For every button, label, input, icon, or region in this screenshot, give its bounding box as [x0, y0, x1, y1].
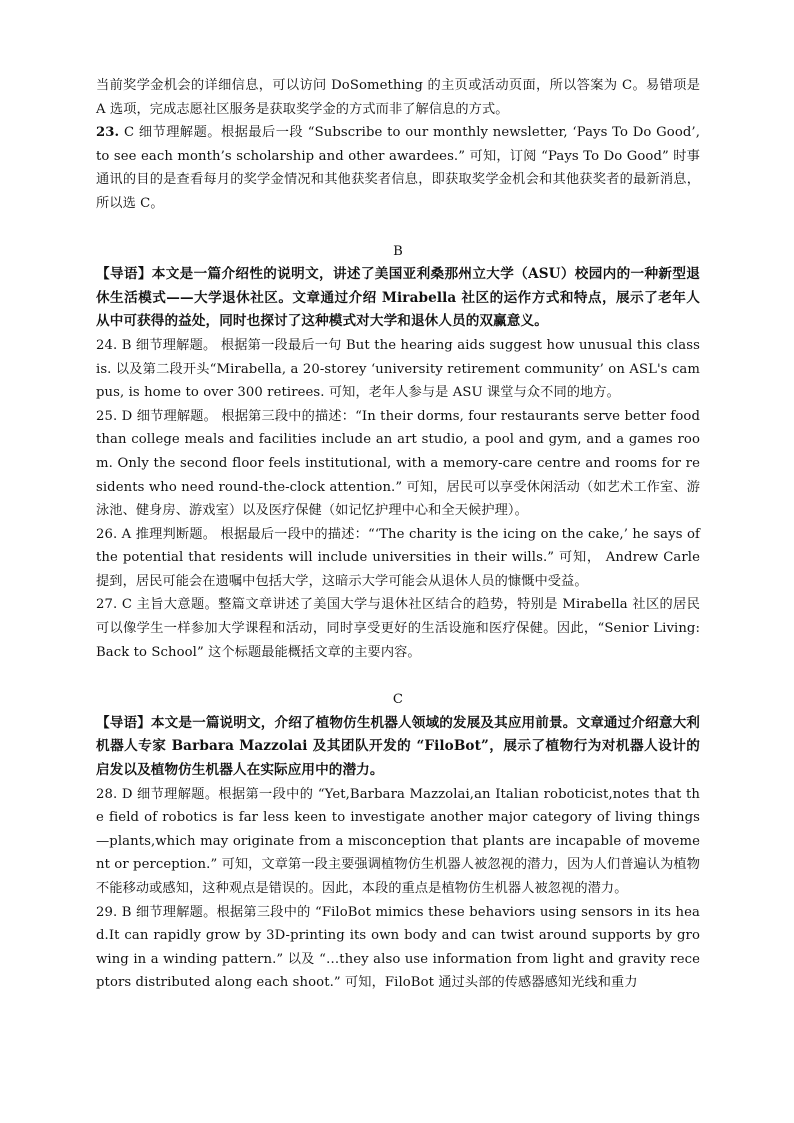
q29-explanation: 29. B 细节理解题。根据第三段中的 “FiloBot mimics these behaviors using sensors in its head.It can rapidly grow by 3D-printing its own body and can twist around supports by growing in a winding pattern.” 以及 “…they also use information from light and gravity receptors distributed along each shoot.” 可知，FiloBot 通过头部的传感器感知光线和重力	[96, 904, 700, 991]
q23-number: 23.	[96, 125, 120, 141]
section-b-intro: 【导语】本文是一篇介绍性的说明文，讲述了美国亚利桑那州立大学（ASU）校园内的一种新型退休生活模式——大学退休社区。文章通过介绍 Mirabella 社区的运作方式和特点，展示了老年人从中可获得的益处，同时也探讨了这种模式对大学和退休人员的双赢意义。	[96, 266, 700, 330]
q25-explanation: 25. D 细节理解题。 根据第三段中的描述：“In their dorms, four restaurants serve better food than college meals and facilities include an art studio, a pool and gym, and a games room. Only the second floor feels institutional, with a memory-care centre and rooms for residents who need round-the-clock attention.” 可知，居民可以享受休闲活动（如艺术工作室、游泳池、健身房、游戏室）以及医疗保健（如记忆护理中心和全天候护理）。	[96, 408, 700, 519]
q24-explanation: 24. B 细节理解题。 根据第一段最后一句 But the hearing aids suggest how unusual this class is. 以及第二段开头“Mirabella, a 20-storey ‘university retirement community’ on ASL's campus, is home to over 300 retirees. 可知，老年人参与是 ASU 课堂与众不同的地方。	[96, 337, 700, 401]
q22-continuation: 当前奖学金机会的详细信息，可以访问 DoSomething 的主页或活动页面，所以答案为 C。易错项是 A 选项，完成志愿社区服务是获取奖学金的方式而非了解信息的方式。	[96, 78, 700, 117]
q27-explanation: 27. C 主旨大意题。整篇文章讲述了美国大学与退休社区结合的趋势，特别是 Mirabella 社区的居民可以像学生一样参加大学课程和活动，同时享受更好的生活设施和医疗保健。因此，“Senior Living: Back to School” 这个标题最能概括文章的主要内容。	[96, 597, 700, 660]
answer-explanation-content	[96, 74, 700, 995]
q26-explanation: 26. A 推理判断题。 根据最后一段中的描述：“‘The charity is the icing on the cake,’ he says of the potential that residents will include universities in their wills.” 可知， Andrew Carle 提到，居民可能会在遗嘱中包括大学，这暗示大学可能会从退休人员的慷慨中受益。	[96, 526, 700, 589]
q23-explanation	[96, 121, 700, 215]
q28-explanation: 28. D 细节理解题。根据第一段中的 “Yet,Barbara Mazzolai,an Italian roboticist,notes that the field of robotics is far less keen to investigate another major category of living things —plants,which may originate from a misconception that plants are incapable of movement or perception.” 可知，文章第一段主要强调植物仿生机器人被忽视的潜力，因为人们普遍认为植物不能移动或感知，这种观点是错误的。因此，本段的重点是植物仿生机器人被忽视的潜力。	[96, 786, 700, 896]
q23-text: C 细节理解题。根据最后一段 “Subscribe to our monthly newsletter, ‘Pays To Do Good’, to see each month’s scholarship and other awardees.” 可知，订阅 “Pays To Do Good” 时事通讯的目的是查看每月的奖学金情况和其他获奖者信息，即获取奖学金机会和其他获奖者的最新消息，所以选 C。	[96, 125, 700, 211]
section-c-intro: 【导语】本文是一篇说明文，介绍了植物仿生机器人领域的发展及其应用前景。文章通过介绍意大利机器人专家 Barbara Mazzolai 及其团队开发的 “FiloBot”，展示了植物行为对机器人设计的启发以及植物仿生机器人在实际应用中的潜力。	[96, 714, 700, 779]
section-b-heading: B	[393, 243, 403, 259]
section-c-heading: C	[392, 692, 404, 708]
